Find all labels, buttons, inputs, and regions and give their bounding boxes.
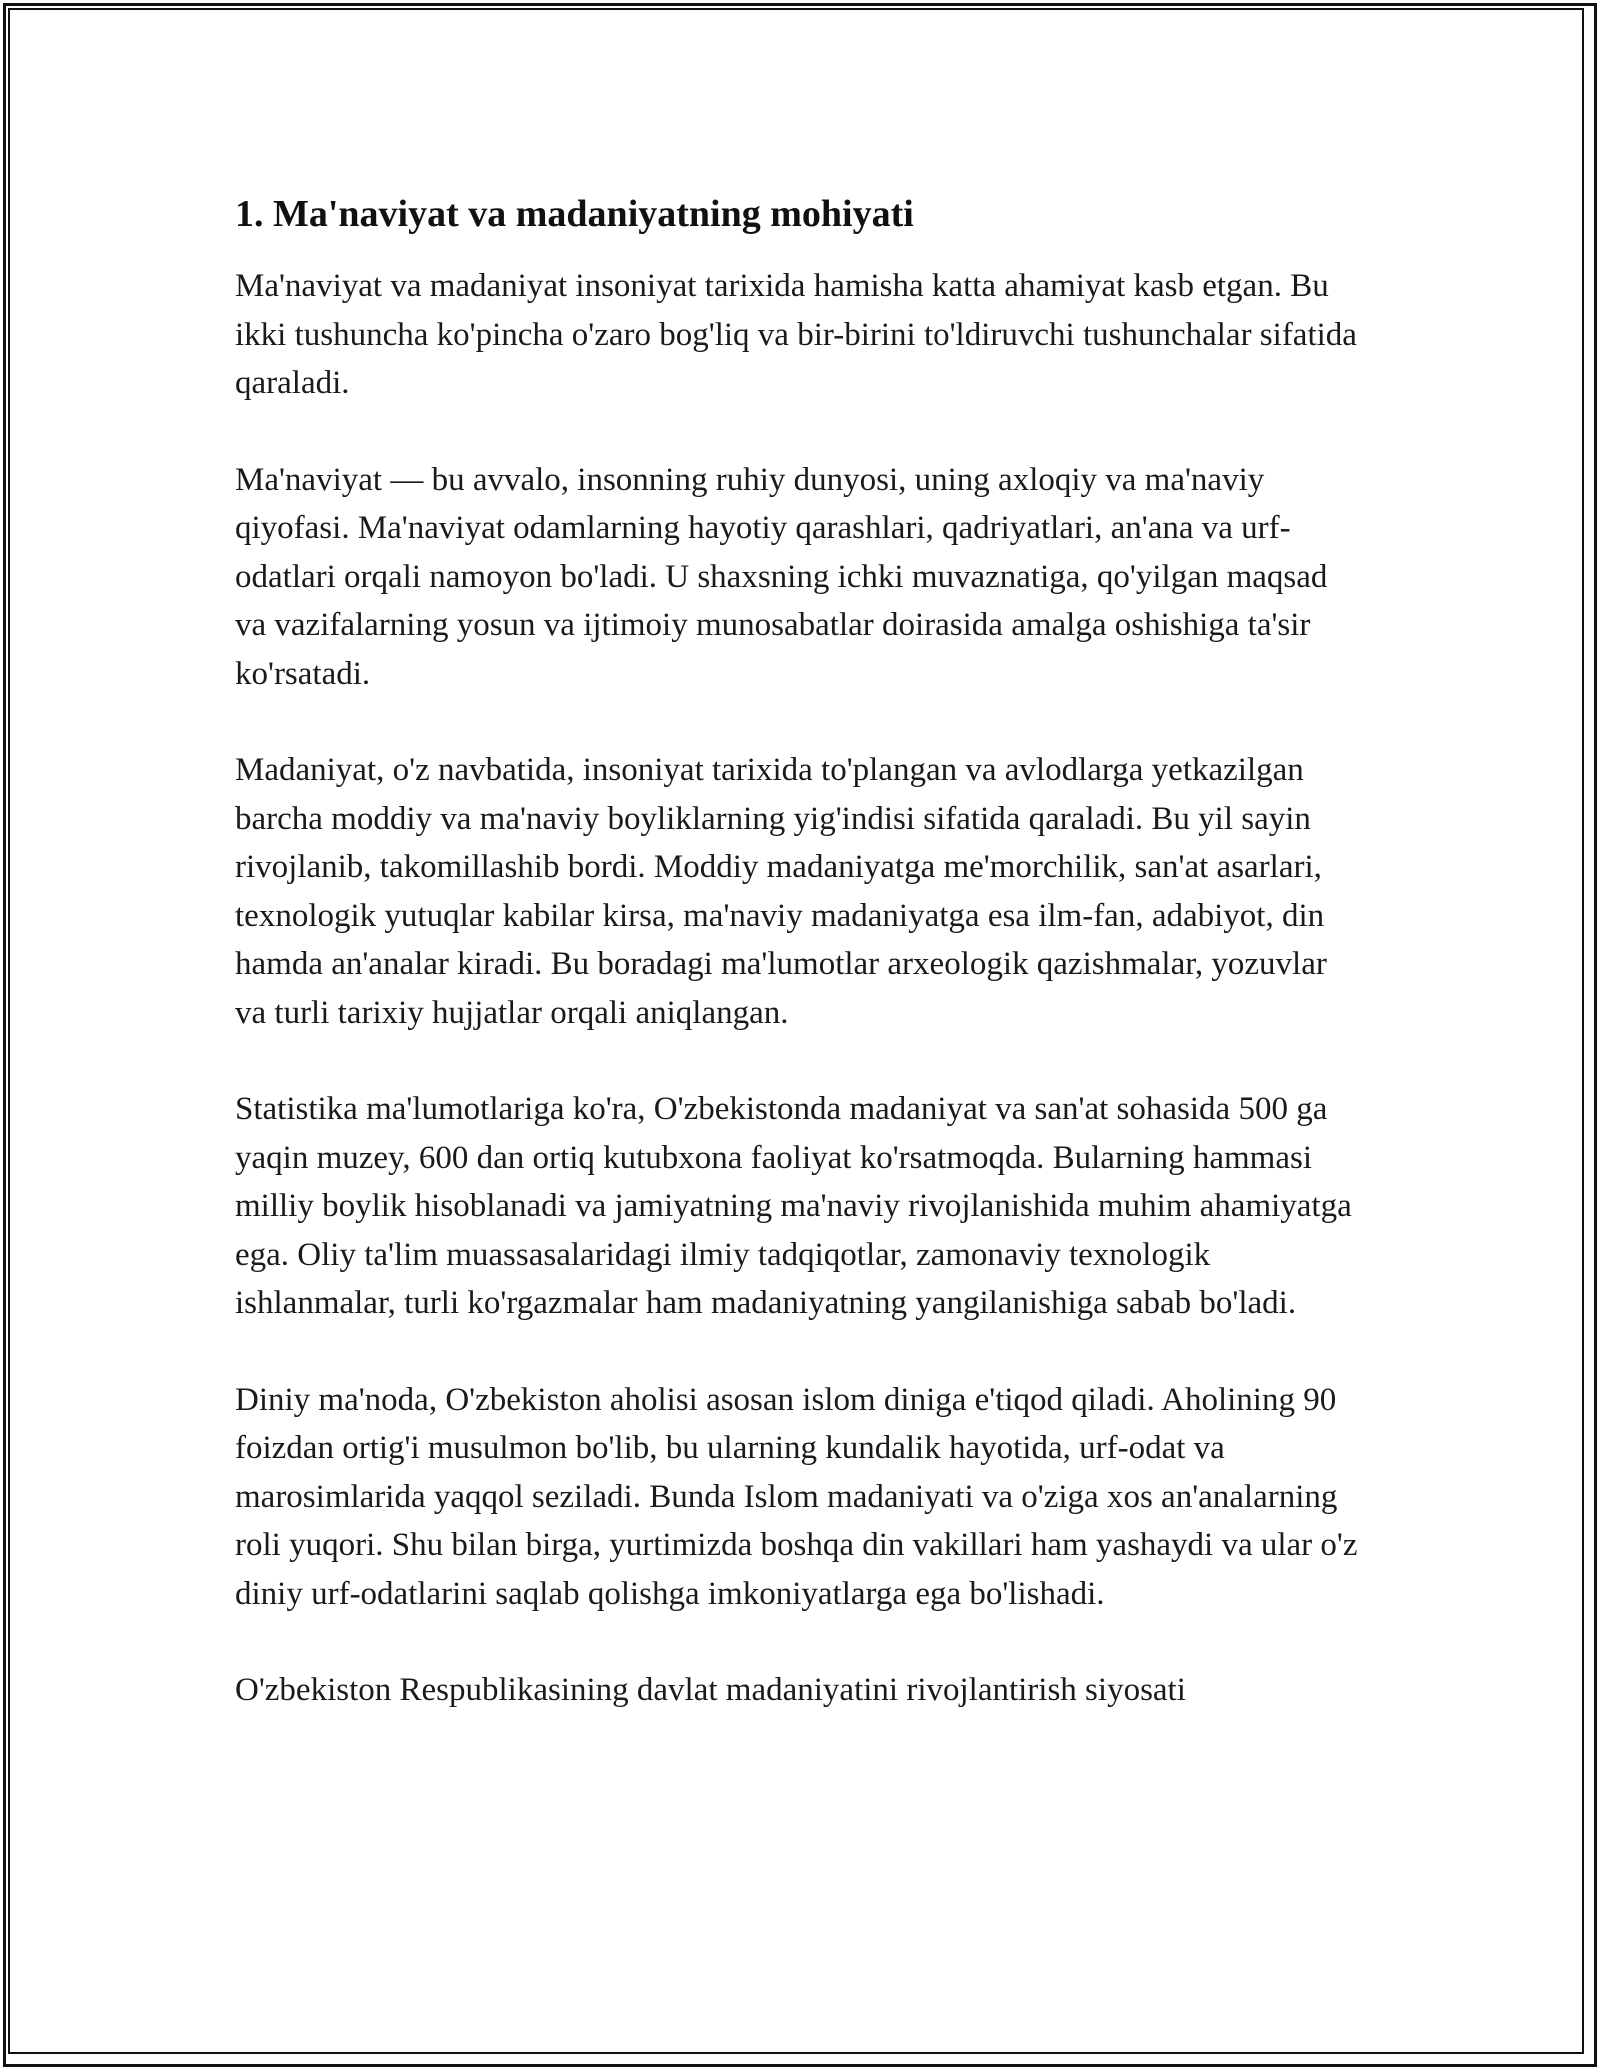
paragraph-1: Ma'naviyat va madaniyat insoniyat tarixida hamisha katta ahamiyat kasb etgan. Bu ikki tushuncha ko'pincha o'zaro bog'liq va bir-birini to'ldiruvchi tushunchalar sifatida qaraladi.	[235, 268, 1357, 401]
paragraph-4: Statistika ma'lumotlariga ko'ra, O'zbekistonda madaniyat va san'at sohasida 500 ga yaqin muzey, 600 dan ortiq kutubxona faoliyat ko'rsatmoqda. Bularning hammasi milliy boylik hisoblanadi va jamiyatning ma'naviy rivojlanishida muhim ahamiyatga ega. Oliy ta'lim muassasalaridagi ilmiy tadqiqotlar, zamonaviy texnologik ishlanmalar, turli ko'rgazmalar ham madaniyatning yangilanishiga sabab bo'ladi.	[235, 1091, 1352, 1321]
paragraph-5: Diniy ma'noda, O'zbekiston aholisi asosan islom diniga e'tiqod qiladi. Aholining 90 foizdan ortig'i musulmon bo'lib, bu ularning kundalik hayotida, urf-odat va marosimlarida yaqqol seziladi. Bunda Islom madaniyati va o'ziga xos an'analarning roli yuqori. Shu bilan birga, yurtimizda boshqa din vakillari ham yashaydi va ular o'z diniy urf-odatlarini saqlab qolishga imkoniyatlarga ega bo'lishadi.	[235, 1381, 1358, 1612]
document-body	[235, 190, 1365, 1715]
paragraph-6: O'zbekiston Respublikasining davlat madaniyatini rivojlantirish siyosati	[235, 1672, 1186, 1708]
paragraph-3: Madaniyat, o'z navbatida, insoniyat tarixida to'plangan va avlodlarga yetkazilgan barcha moddiy va ma'naviy boyliklarning yig'indisi sifatida qaraladi. Bu yil sayin rivojlanib, takomillashib bordi. Moddiy madaniyatga me'morchilik, san'at asarlari, texnologik yutuqlar kabilar kirsa, ma'naviy madaniyatga esa ilm-fan, adabiyot, din hamda an'analar kiradi. Bu boradagi ma'lumotlar arxeologik qazishmalar, yozuvlar va turli tarixiy hujjatlar orqali aniqlangan.	[235, 752, 1327, 1031]
paragraph-2: Ma'naviyat — bu avvalo, insonning ruhiy dunyosi, uning axloqiy va ma'naviy qiyofasi. Ma'naviyat odamlarning hayotiy qarashlari, qadriyatlari, an'ana va urf-odatlari orqali namoyon bo'ladi. U shaxsning ichki muvaznatiga, qo'yilgan maqsad va vazifalarning yosun va ijtimoiy munosabatlar doirasida amalga oshishiga ta'sir ko'rsatadi.	[235, 461, 1328, 692]
section-heading: 1. Ma'naviyat va madaniyatning mohiyati	[235, 193, 914, 235]
